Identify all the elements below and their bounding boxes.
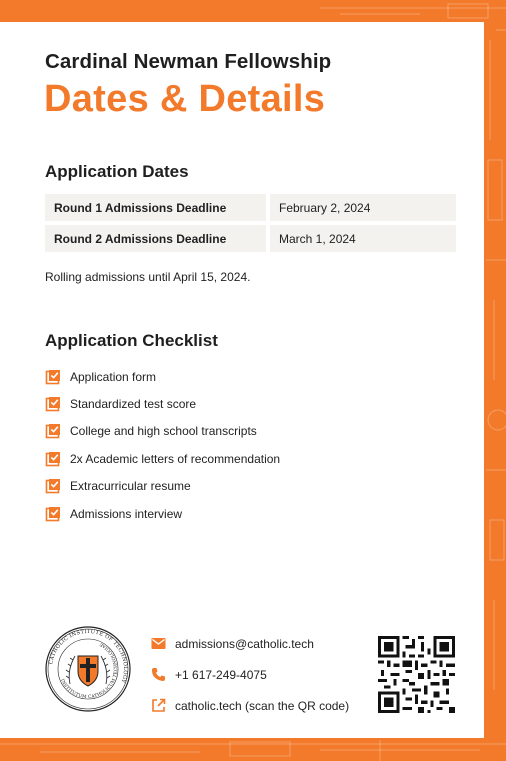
application-dates-heading: Application Dates — [45, 162, 189, 181]
institute-seal-logo — [45, 626, 131, 712]
external-link-icon — [151, 698, 166, 713]
list-item — [45, 418, 280, 445]
checklist-item-label: Extracurricular resume — [70, 479, 191, 494]
contact-phone-row[interactable] — [151, 659, 349, 690]
list-item — [45, 473, 280, 500]
checked-box-icon — [45, 369, 61, 385]
program-name: Cardinal Newman Fellowship — [45, 50, 332, 73]
table-row — [45, 225, 456, 252]
checked-box-icon — [45, 396, 61, 412]
checked-box-icon — [45, 478, 61, 494]
contact-email[interactable]: admissions@catholic.tech — [175, 636, 314, 651]
deadline-date: February 2, 2024 — [270, 194, 456, 221]
list-item — [45, 363, 280, 390]
checklist-item-label: College and high school transcripts — [70, 424, 257, 439]
qr-code[interactable] — [378, 636, 455, 713]
application-checklist-heading: Application Checklist — [45, 331, 218, 350]
deadline-label: Round 2 Admissions Deadline — [45, 225, 266, 252]
list-item — [45, 500, 280, 527]
checked-box-icon — [45, 506, 61, 522]
contact-list — [151, 628, 349, 721]
contact-phone[interactable]: +1 617-249-4075 — [175, 667, 267, 682]
table-row — [45, 194, 456, 221]
svg-text:CATHOLIC INSTITUTE OF TECHNOLO: CATHOLIC INSTITUTE OF TECHNOLOGY — [48, 628, 129, 684]
checklist-item-label: Standardized test score — [70, 397, 197, 412]
deadline-date: March 1, 2024 — [270, 225, 456, 252]
envelope-icon — [151, 636, 166, 651]
contact-website-row[interactable] — [151, 690, 349, 721]
list-item — [45, 390, 280, 417]
checklist-item-label: Application form — [70, 369, 157, 384]
page-title: Dates & Details — [44, 78, 326, 120]
dates-table — [45, 194, 456, 256]
rolling-admissions-note: Rolling admissions until April 15, 2024. — [45, 270, 251, 284]
checklist — [45, 363, 280, 527]
info-card — [0, 22, 484, 738]
phone-icon — [151, 667, 166, 682]
checked-box-icon — [45, 423, 61, 439]
contact-email-row[interactable] — [151, 628, 349, 659]
checked-box-icon — [45, 451, 61, 467]
svg-text:INSTITUTUM CATHOLICUM TECHNOLO: INSTITUTUM CATHOLICUM TECHNOLOGIAE — [59, 641, 120, 701]
checklist-item-label: Admissions interview — [70, 506, 183, 521]
deadline-label: Round 1 Admissions Deadline — [45, 194, 266, 221]
checklist-item-label: 2x Academic letters of recommendation — [70, 451, 281, 466]
contact-website[interactable]: catholic.tech (scan the QR code) — [175, 698, 350, 713]
list-item — [45, 445, 280, 472]
